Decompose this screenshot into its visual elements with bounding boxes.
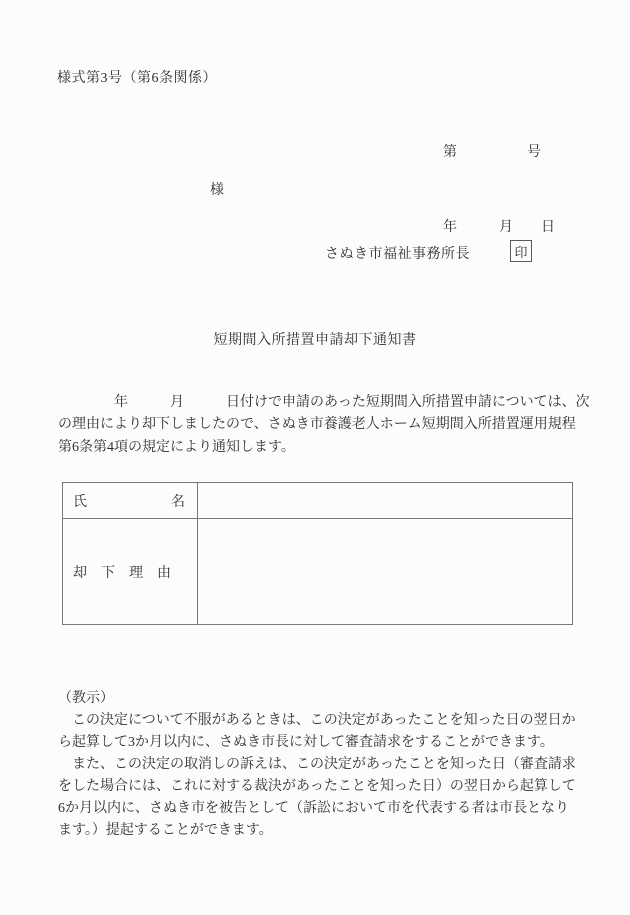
text-line: 年 月 日付けで申請のあった短期間入所措置申請については、次 — [58, 395, 590, 410]
form-number: 様式第3号（第6条関係） — [57, 71, 217, 86]
text-line: 第6条第4項の規定により通知します。 — [58, 439, 295, 455]
name-label-cell: 氏 名 — [63, 483, 198, 518]
table-row-name — [63, 483, 572, 518]
text-line: この決定について不服があるときは、この決定があったことを知った日の翌日か — [58, 713, 576, 728]
text-line: ます。）提起することができます。 — [58, 823, 273, 838]
date-line: 年 月 日 — [443, 220, 555, 235]
text-line: 6か月以内に、さぬき市を被告として（訴訟において市を代表する者は市長となり — [58, 801, 569, 816]
issuer-name: さぬき市福祉事務所長 — [325, 247, 470, 262]
name-value-cell — [198, 483, 572, 518]
appeal-notice — [58, 688, 576, 842]
document-number-line: 第 号 — [443, 145, 541, 160]
text-line: の理由により却下しましたので、さぬき市養護老人ホーム短期間入所措置運用規程 — [58, 417, 576, 433]
recipient-honorific: 様 — [210, 183, 224, 198]
seal-label: 印 — [514, 244, 528, 260]
text-line: ら起算して3か月以内に、さぬき市長に対して審査請求をすることができます。 — [58, 735, 554, 750]
text-line: をした場合には、これに対する裁決があったことを知った日）の翌日から起算して — [58, 779, 576, 794]
seal-box — [510, 240, 532, 262]
text-line: （教示） — [58, 691, 114, 706]
body-paragraph — [58, 392, 590, 459]
applicant-table — [62, 482, 573, 625]
table-row-rejection-reason — [63, 518, 572, 624]
rejection-reason-value-cell — [198, 519, 572, 624]
rejection-reason-label-cell: 却 下 理 由 — [63, 519, 198, 624]
document-title: 短期間入所措置申請却下通知書 — [213, 333, 417, 348]
text-line: また、この決定の取消しの訴えは、この決定があったことを知った日（審査請求 — [58, 757, 576, 772]
